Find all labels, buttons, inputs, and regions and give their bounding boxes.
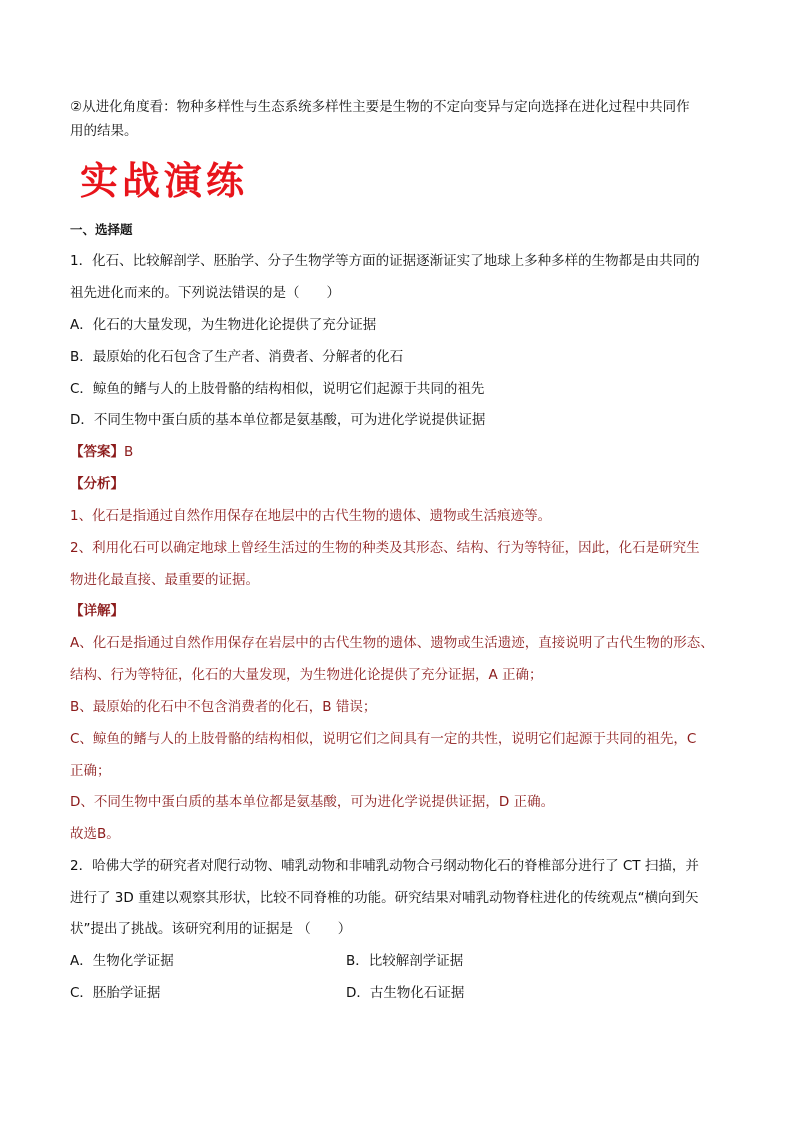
answer-label: 【答案】 (70, 444, 124, 460)
detail-a-line-2: 结构、行为等特征，化石的大量发现，为生物进化论提供了充分证据，A 正确； (70, 667, 543, 683)
detail-label: 【详解】 (70, 603, 124, 619)
detail-b: B、最原始的化石中不包含消费者的化石，B 错误； (70, 699, 377, 715)
analysis-point-2-line-1: 2、利用化石可以确定地球上曾经生活过的生物的种类及其形态、结构、行为等特征，因此，化石是研究生 (70, 540, 700, 556)
intro-line-1: ②从进化角度看：物种多样性与生态系统多样性主要是生物的不定向变异与定向选择在进化过程中共同作 (70, 99, 690, 115)
detail-d: D、不同生物中蛋白质的基本单位都是氨基酸，可为进化学说提供证据，D 正确。 (70, 794, 555, 810)
q2-option-b: B．比较解剖学证据 (346, 953, 464, 969)
answer-value: B (124, 444, 134, 460)
q2-option-d: D．古生物化石证据 (346, 985, 465, 1001)
analysis-point-2-line-2: 物进化最直接、最重要的证据。 (70, 572, 259, 588)
detail-c-line-1: C、鲸鱼的鳍与人的上肢骨骼的结构相似，说明它们之间具有一定的共性，说明它们起源于共同的祖先，C (70, 731, 697, 747)
q1-stem-line-2: 祖先进化而来的。下列说法错误的是（ ） (70, 285, 340, 301)
q2-options-row-2 (70, 984, 730, 1002)
q1-option-b: B．最原始的化石包含了生产者、消费者、分解者的化石 (70, 349, 404, 365)
q2-stem-line-1: 2．哈佛大学的研究者对爬行动物、哺乳动物和非哺乳动物合弓纲动物化石的脊椎部分进行了 CT 扫描，并 (70, 858, 699, 874)
q1-option-c: C．鲸鱼的鳍与人的上肢骨骼的结构相似，说明它们起源于共同的祖先 (70, 381, 485, 397)
q2-stem-line-3: 状”提出了挑战。该研究利用的证据是 （ ） (70, 921, 352, 937)
q1-stem-line-1: 1．化石、比较解剖学、胚胎学、分子生物学等方面的证据逐渐证实了地球上多种多样的生物都是由共同的 (70, 253, 700, 269)
q1-answer (70, 443, 730, 461)
detail-a-line-1: A、化石是指通过自然作用保存在岩层中的古代生物的遗体、遗物或生活遗迹，直接说明了古代生物的形态、 (70, 635, 714, 651)
q2-options-row-1 (70, 952, 730, 970)
practice-banner: 实战演练 (80, 159, 249, 203)
analysis-point-1: 1、化石是指通过自然作用保存在地层中的古代生物的遗体、遗物或生活痕迹等。 (70, 508, 552, 524)
detail-c-line-2: 正确； (70, 763, 111, 779)
q2-option-c: C．胚胎学证据 (70, 985, 161, 1001)
q1-conclusion: 故选B。 (70, 826, 120, 842)
section-title: 一、选择题 (70, 222, 133, 237)
intro-line-2: 用的结果。 (70, 123, 138, 139)
q1-option-a: A．化石的大量发现，为生物进化论提供了充分证据 (70, 317, 377, 333)
analysis-label: 【分析】 (70, 476, 124, 492)
q2-stem-line-2: 进行了 3D 重建以观察其形状，比较不同脊椎的功能。研究结果对哺乳动物脊柱进化的传统观点“横向到矢 (70, 890, 699, 906)
q2-option-a: A．生物化学证据 (70, 953, 174, 969)
q1-option-d: D．不同生物中蛋白质的基本单位都是氨基酸，可为进化学说提供证据 (70, 412, 486, 428)
